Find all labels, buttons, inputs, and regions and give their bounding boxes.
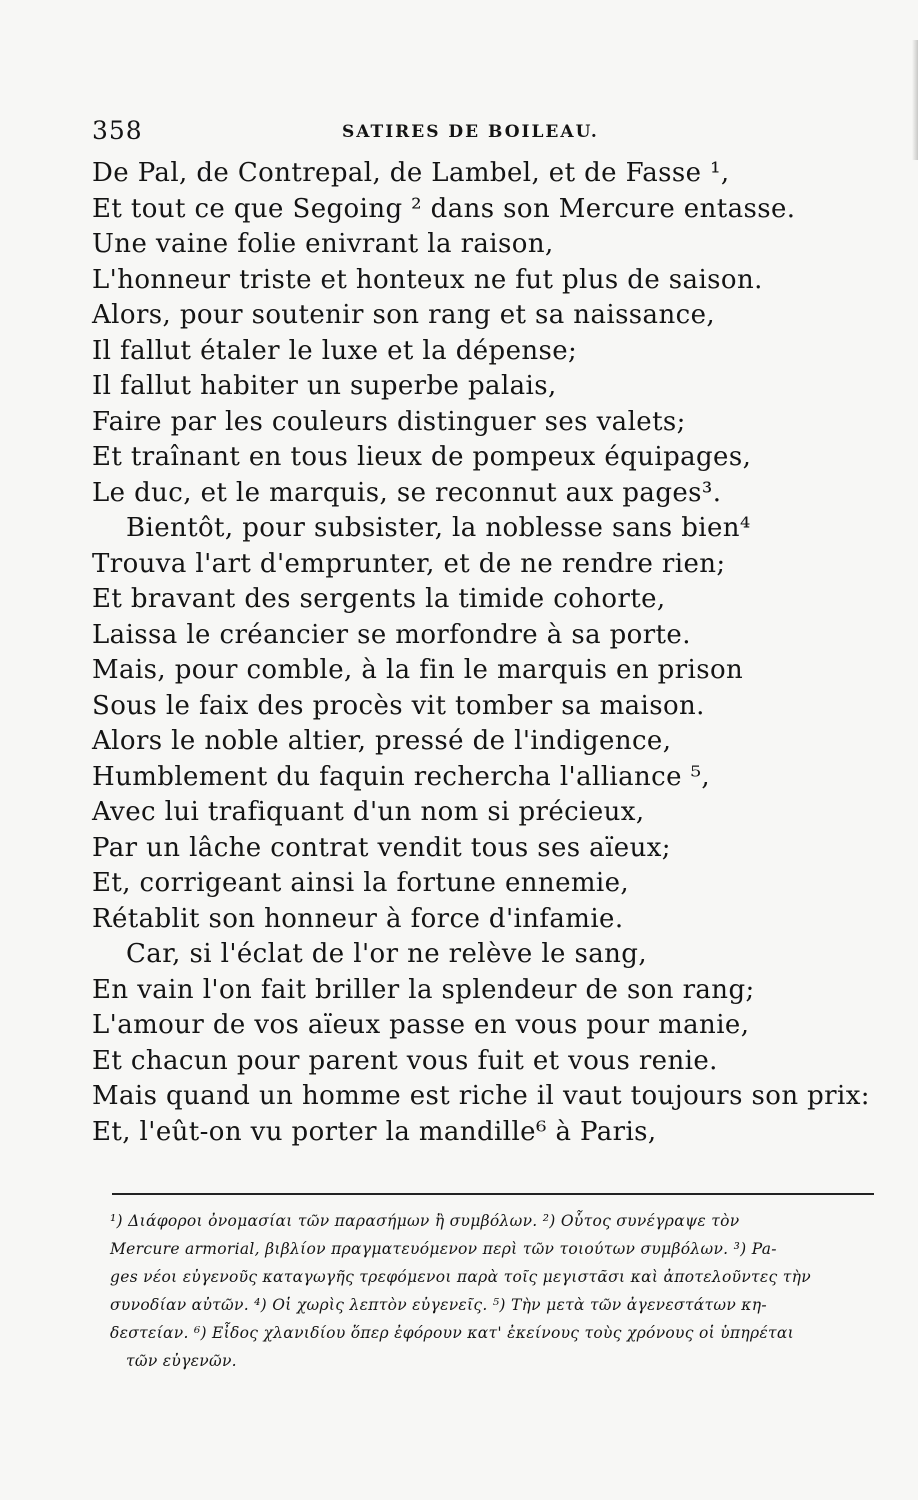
verse-line: Faire par les couleurs distinguer ses valets; (92, 406, 686, 437)
verse-line: Et traînant en tous lieux de pompeux équipages, (92, 442, 752, 472)
verse-line: Avec lui trafiquant d'un nom si précieux, (92, 797, 645, 827)
verse-line: Par un lâche contrat vendit tous ses aïeux; (92, 832, 671, 863)
footnotes (110, 1207, 880, 1375)
verse-line: Et tout ce que Segoing ² dans son Mercure entasse. (92, 193, 796, 224)
footnote-line: ges νέοι εὐγενοῦς καταγωγῆς τρεφόμενοι παρὰ τοῖς μεγιστᾶσι καὶ ἀποτελοῦντες τὴν (110, 1268, 811, 1286)
verse-line: Il fallut étaler le luxe et la dépense; (92, 335, 578, 366)
footnote-line: δεστείαν. ⁶) Εἶδος χλανιδίου ὅπερ ἐφόρουν κατ' ἐκείνους τοὺς χρόνους οἱ ὑπηρέται (110, 1324, 795, 1342)
verse-line: Alors le noble altier, pressé de l'indigence, (92, 726, 672, 756)
verse-line: Une vaine folie enivrant la raison, (92, 229, 554, 259)
footnote-line: συνοδίαν αὐτῶν. ⁴) Οἱ χωρὶς λεπτὸν εὐγενεῖς. ⁵) Τὴν μετὰ τῶν ἀγενεστάτων κη- (110, 1296, 767, 1314)
verse-line: Trouva l'art d'emprunter, et de ne rendre rien; (92, 548, 726, 579)
verse-line: Bientôt, pour subsister, la noblesse sans bien⁴ (126, 513, 751, 543)
page-header (92, 114, 872, 150)
verse-line: Laissa le créancier se morfondre à sa porte. (92, 619, 691, 650)
page-number: 358 (92, 116, 143, 145)
verse-block (92, 156, 882, 1150)
footnote-divider (112, 1193, 874, 1195)
verse-line: Et, corrigeant ainsi la fortune ennemie, (92, 868, 630, 898)
verse-line: Humblement du faquin rechercha l'alliance ⁵, (92, 761, 711, 792)
verse-line: De Pal, de Contrepal, de Lambel, et de Fasse ¹, (92, 158, 730, 188)
verse-line: Mais quand un homme est riche il vaut toujours son prix: (92, 1081, 870, 1111)
verse-line: Et bravant des sergents la timide cohorte, (92, 584, 666, 614)
footnote-line: ¹) Διάφοροι ὀνομασίαι τῶν παρασήμων ἢ συμβόλων. ²) Οὗτος συνέγραψε τὸν (110, 1212, 740, 1230)
verse-line: Sous le faix des procès vit tomber sa maison. (92, 690, 705, 721)
verse-line: Et chacun pour parent vous fuit et vous renie. (92, 1045, 718, 1076)
verse-line: Il fallut habiter un superbe palais, (92, 371, 557, 401)
verse-line: Mais, pour comble, à la fin le marquis en prison (92, 655, 744, 685)
verse-line: L'amour de vos aïeux passe en vous pour manie, (92, 1010, 750, 1040)
page-edge-shadow (912, 40, 918, 160)
verse-line: Rétablit son honneur à force d'infamie. (92, 903, 624, 934)
verse-line: L'honneur triste et honteux ne fut plus de saison. (92, 264, 763, 295)
verse-line: Car, si l'éclat de l'or ne relève le sang, (126, 939, 647, 969)
verse-line: Alors, pour soutenir son rang et sa naissance, (92, 300, 716, 330)
verse-line: Le duc, et le marquis, se reconnut aux pages³. (92, 477, 722, 508)
verse-line: Et, l'eût-on vu porter la mandille⁶ à Paris, (92, 1116, 657, 1147)
footnote-line: τῶν εὐγενῶν. (126, 1352, 237, 1370)
verse-line: En vain l'on fait briller la splendeur de son rang; (92, 974, 755, 1005)
running-title: SATIRES DE BOILEAU. (342, 122, 599, 142)
footnote-line: Mercure armorial, βιβλίον πραγματευόμενον περὶ τῶν τοιούτων συμβόλων. ³) Pa- (110, 1240, 777, 1258)
